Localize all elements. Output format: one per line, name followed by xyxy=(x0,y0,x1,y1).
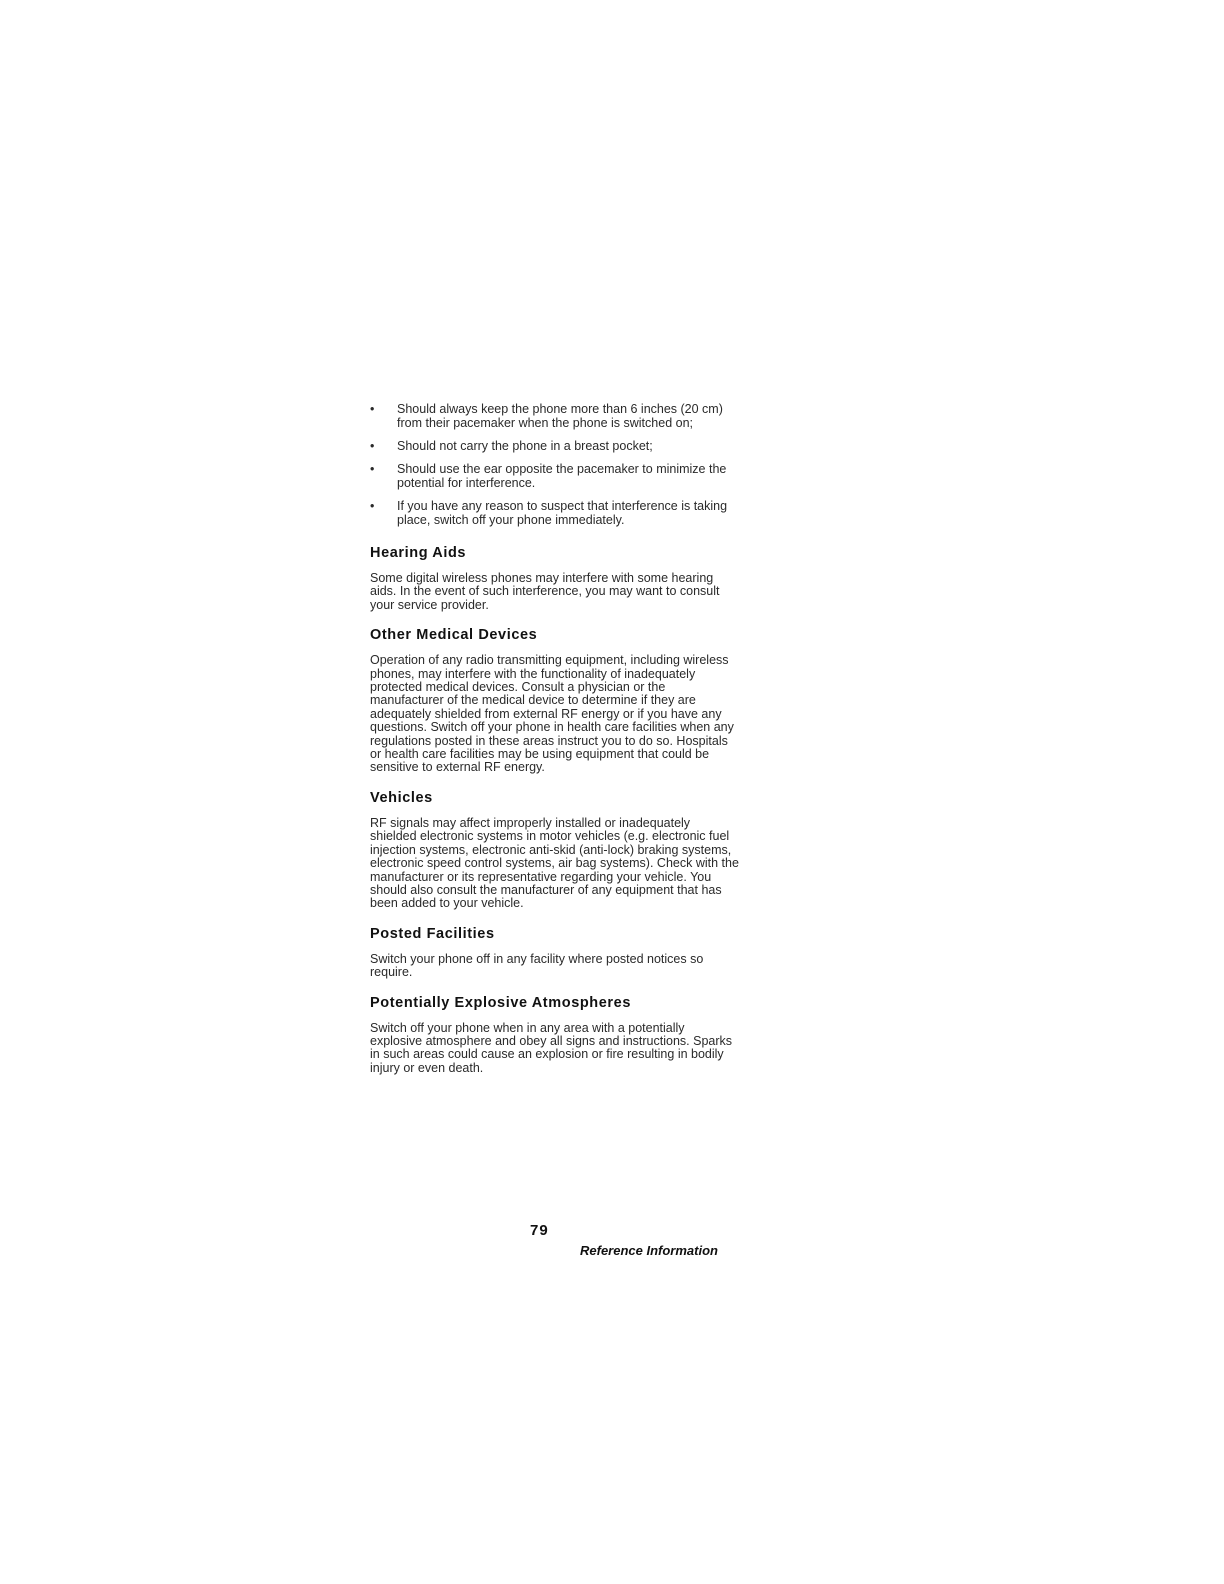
list-item-text: Should always keep the phone more than 6 inches (20 cm) from their pacemaker when the phone is switched on; xyxy=(397,402,723,430)
section-vehicles xyxy=(368,790,740,911)
section-posted-facilities xyxy=(368,926,740,980)
section-hearing-aids xyxy=(368,545,740,612)
list-item xyxy=(368,499,740,527)
page-content xyxy=(368,402,740,1075)
section-body: Some digital wireless phones may interfere with some hearing aids. In the event of such interference, you may want to consult your service provider. xyxy=(370,571,720,612)
bullet-icon: • xyxy=(370,499,375,513)
section-heading: Posted Facilities xyxy=(370,925,495,942)
list-item-text: Should use the ear opposite the pacemaker to minimize the potential for interference. xyxy=(397,462,727,490)
section-other-medical-devices xyxy=(368,627,740,775)
list-item-text: If you have any reason to suspect that interference is taking place, switch off your phone immediately. xyxy=(397,499,728,527)
bullet-icon: • xyxy=(370,462,375,476)
page-number: 79 xyxy=(530,1222,549,1239)
bullet-icon: • xyxy=(370,402,375,416)
section-explosive-atmospheres xyxy=(368,995,740,1076)
list-item xyxy=(368,462,740,490)
footer-section-label: Reference Information xyxy=(580,1243,718,1258)
section-body: RF signals may affect improperly installed or inadequately shielded electronic systems in motor vehicles (e.g. electronic fuel injection systems, electronic anti-skid (anti-lock) braking systems, electronic speed control systems, air bag systems). Check with the manufacturer or its representative regarding your vehicle. You should also consult the manufacturer of any equipment that has been added to your vehicle. xyxy=(370,815,739,911)
section-body: Switch off your phone when in any area with a potentially explosive atmosphere and obey all signs and instructions. Sparks in such areas could cause an explosion or fire resulting in bodily injury or even death. xyxy=(370,1020,733,1075)
list-item xyxy=(368,402,740,430)
section-heading: Vehicles xyxy=(370,789,433,806)
section-body: Operation of any radio transmitting equipment, including wireless phones, may interfere with the functionality of inadequately protected medical devices. Consult a physician or the manufacturer of the medical device to determine if they are adequately shielded from external RF energy or if you have any questions. Switch off your phone in health care facilities when any regulations posted in these areas instruct you to do so. Hospitals or health care facilities may be using equipment that could be sensitive to external RF energy. xyxy=(370,653,734,775)
section-heading: Other Medical Devices xyxy=(370,627,538,644)
section-heading: Potentially Explosive Atmospheres xyxy=(370,994,632,1011)
section-body: Switch your phone off in any facility where posted notices so require. xyxy=(370,951,704,980)
list-item-text: Should not carry the phone in a breast pocket; xyxy=(397,439,653,453)
list-item xyxy=(368,439,740,453)
pacemaker-guidelines-list xyxy=(368,402,740,527)
section-heading: Hearing Aids xyxy=(370,545,467,561)
bullet-icon: • xyxy=(370,439,375,453)
